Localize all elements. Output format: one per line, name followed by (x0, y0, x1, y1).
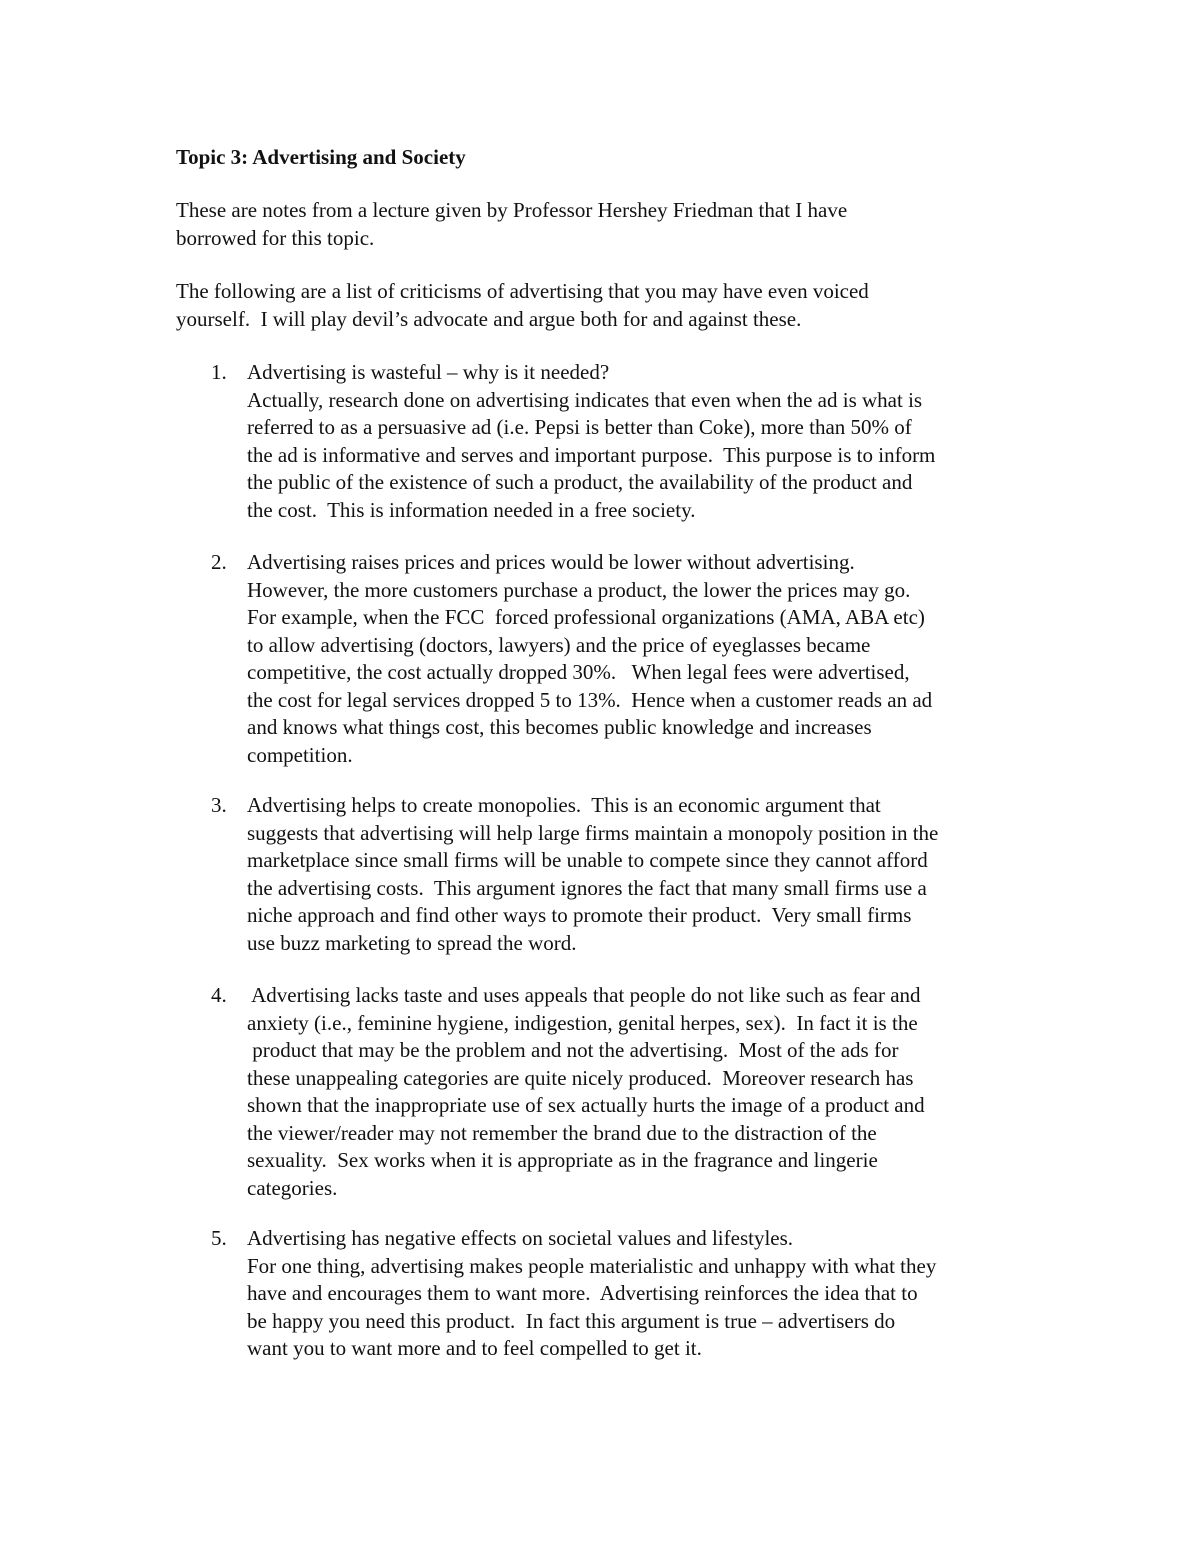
list-item-number: 4. (211, 983, 227, 1007)
list-item-line: to allow advertising (doctors, lawyers) and the price of eyeglasses became (247, 632, 871, 657)
intro-line: The following are a list of criticisms of advertising that you may have even voiced (176, 279, 869, 303)
list-item-line: Advertising helps to create monopolies. This is an economic argument that (247, 793, 881, 817)
list-item-line: the advertising costs. This argument ignores the fact that many small firms use a (247, 875, 927, 900)
list-item-line: Advertising has negative effects on societal values and lifestyles. (247, 1226, 794, 1250)
list-item-line: referred to as a persuasive ad (i.e. Pepsi is better than Coke), more than 50% of (247, 415, 912, 439)
list-item-line: However, the more customers purchase a product, the lower the prices may go. (247, 577, 911, 602)
list-item-line: the cost for legal services dropped 5 to 13%. Hence when a customer reads an ad (247, 687, 933, 712)
list-item-line: anxiety (i.e., feminine hygiene, indigestion, genital herpes, sex). In fact it is the (247, 1010, 918, 1035)
list-item-number: 3. (211, 793, 227, 817)
intro-line: yourself. I will play devil’s advocate and argue both for and against these. (176, 306, 802, 331)
list-item-line: Advertising is wasteful – why is it needed? (247, 360, 610, 384)
list-item-line: the viewer/reader may not remember the brand due to the distraction of the (247, 1120, 877, 1145)
list-item-line: Advertising lacks taste and uses appeals that people do not like such as fear and (247, 983, 921, 1007)
list-item-line: be happy you need this product. In fact this argument is true – advertisers do (247, 1308, 896, 1333)
list-item-number: 5. (211, 1226, 227, 1250)
intro-paragraph (176, 197, 996, 252)
intro-line: borrowed for this topic. (176, 225, 375, 250)
list-item-line: have and encourages them to want more. Advertising reinforces the idea that to (247, 1281, 918, 1305)
list-item-line: niche approach and find other ways to promote their product. Very small firms (247, 903, 912, 927)
list-item-line: the ad is informative and serves and important purpose. This purpose is to inform (247, 442, 936, 467)
criticisms-intro-paragraph (176, 278, 996, 333)
list-item-number: 2. (211, 550, 227, 574)
list-item-line: Advertising raises prices and prices would be lower without advertising. (247, 550, 855, 574)
list-item-line: the public of the existence of such a product, the availability of the product and (247, 470, 913, 494)
list-item-body (247, 359, 1047, 524)
list-item-line: marketplace since small firms will be unable to compete since they cannot afford (247, 848, 928, 872)
list-item-line: competition. (247, 742, 353, 767)
list-item-line: For one thing, advertising makes people materialistic and unhappy with what they (247, 1253, 937, 1278)
page-title: Topic 3: Advertising and Society (176, 145, 466, 169)
list-item-line: shown that the inappropriate use of sex actually hurts the image of a product and (247, 1093, 925, 1117)
list-item-line: Actually, research done on advertising indicates that even when the ad is what is (247, 387, 923, 412)
list-item-line: categories. (247, 1175, 338, 1200)
list-item-line: use buzz marketing to spread the word. (247, 930, 577, 955)
list-item-line: sexuality. Sex works when it is appropriate as in the fragrance and lingerie (247, 1148, 878, 1172)
list-item-number: 1. (211, 360, 227, 384)
list-item-line: the cost. This is information needed in a free society. (247, 497, 696, 522)
list-item-line: these unappealing categories are quite nicely produced. Moreover research has (247, 1065, 914, 1090)
list-item-body (247, 549, 1047, 769)
list-item-body (247, 1225, 1047, 1363)
list-item-line: want you to want more and to feel compelled to get it. (247, 1336, 702, 1360)
list-item-body (247, 982, 1047, 1202)
list-item-line: suggests that advertising will help large firms maintain a monopoly position in the (247, 820, 939, 845)
list-item-line: For example, when the FCC forced professional organizations (AMA, ABA etc) (247, 605, 925, 629)
list-item-body (247, 792, 1047, 957)
list-item-line: and knows what things cost, this becomes public knowledge and increases (247, 715, 872, 739)
list-item-line: product that may be the problem and not the advertising. Most of the ads for (247, 1038, 899, 1062)
intro-line: These are notes from a lecture given by Professor Hershey Friedman that I have (176, 198, 848, 222)
list-item-line: competitive, the cost actually dropped 30%. When legal fees were advertised, (247, 660, 910, 684)
